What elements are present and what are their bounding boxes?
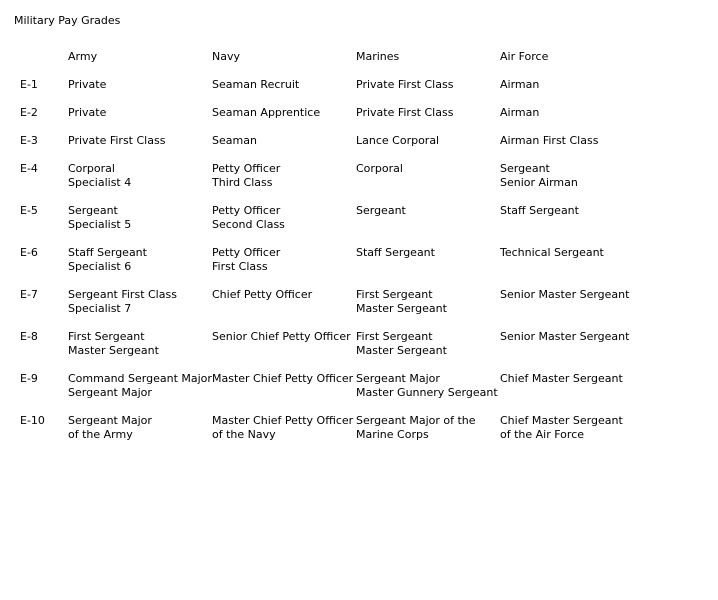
- rank-title-line: of the Navy: [212, 428, 276, 441]
- rank-cell-marines: [356, 288, 500, 330]
- rank-title-line: Chief Master Sergeant: [500, 372, 623, 385]
- rank-title-line: First Sergeant: [68, 330, 145, 343]
- rank-title-line: Chief Petty Officer: [212, 288, 313, 301]
- pay-grades-table: [14, 50, 644, 456]
- rank-title-line: Seaman: [212, 134, 257, 147]
- rank-cell-marines: [356, 204, 500, 246]
- rank-title-line: Command Sergeant Major: [68, 372, 212, 385]
- table-row: [14, 288, 644, 330]
- rank-title-line: Airman First Class: [500, 134, 599, 147]
- rank-title-line: Senior Master Sergeant: [500, 330, 630, 343]
- table-row: [14, 330, 644, 372]
- rank-title-line: Specialist 6: [68, 260, 132, 273]
- rank-cell-navy: [212, 330, 356, 372]
- pay-grade-cell: E-5: [20, 204, 38, 217]
- rank-cell-air-force: [500, 414, 644, 456]
- rank-cell-navy: [212, 162, 356, 204]
- table-row: [14, 162, 644, 204]
- rank-title-line: Sergeant First Class: [68, 288, 177, 301]
- rank-cell-air-force: [500, 288, 644, 330]
- column-header-grade: [14, 50, 68, 78]
- rank-cell-air-force: [500, 204, 644, 246]
- rank-title-line: Private First Class: [356, 78, 454, 91]
- rank-cell-army: [68, 78, 212, 106]
- rank-cell-navy: [212, 78, 356, 106]
- table-row: [14, 134, 644, 162]
- rank-title-line: Private: [68, 106, 107, 119]
- rank-title-line: Petty Officer: [212, 204, 281, 217]
- rank-title-line: Lance Corporal: [356, 134, 440, 147]
- rank-cell-air-force: [500, 372, 644, 414]
- rank-title-line: Corporal: [68, 162, 115, 175]
- rank-title-line: Second Class: [212, 218, 285, 231]
- rank-cell-army: [68, 288, 212, 330]
- rank-title-line: Seaman Apprentice: [212, 106, 321, 119]
- rank-cell-army: [68, 106, 212, 134]
- pay-grade-cell: E-8: [20, 330, 38, 343]
- rank-title-line: Technical Sergeant: [500, 246, 604, 259]
- rank-cell-army: [68, 414, 212, 456]
- header-row: [14, 50, 644, 78]
- rank-title-line: Master Chief Petty Officer: [212, 414, 354, 427]
- rank-title-line: Airman: [500, 78, 540, 91]
- rank-cell-air-force: [500, 134, 644, 162]
- pay-grade-cell: E-3: [20, 134, 38, 147]
- rank-title-line: Sergeant Major of the: [356, 414, 476, 427]
- rank-cell-navy: [212, 246, 356, 288]
- rank-cell-army: [68, 204, 212, 246]
- rank-title-line: Specialist 7: [68, 302, 132, 315]
- rank-title-line: Senior Master Sergeant: [500, 288, 630, 301]
- rank-title-line: Sergeant Major: [356, 372, 440, 385]
- rank-cell-army: [68, 330, 212, 372]
- rank-title-line: Petty Officer: [212, 162, 281, 175]
- rank-title-line: Corporal: [356, 162, 403, 175]
- pay-grade-cell: E-6: [20, 246, 38, 259]
- rank-title-line: Master Sergeant: [68, 344, 159, 357]
- rank-cell-marines: [356, 134, 500, 162]
- table-body: [14, 78, 644, 456]
- rank-title-line: of the Army: [68, 428, 133, 441]
- rank-title-line: Master Sergeant: [356, 302, 447, 315]
- rank-cell-army: [68, 372, 212, 414]
- pay-grade-cell: E-10: [20, 414, 45, 427]
- rank-title-line: First Sergeant: [356, 288, 433, 301]
- rank-cell-air-force: [500, 330, 644, 372]
- rank-title-line: Marine Corps: [356, 428, 429, 441]
- table-row: [14, 78, 644, 106]
- rank-cell-air-force: [500, 246, 644, 288]
- rank-cell-navy: [212, 372, 356, 414]
- rank-cell-army: [68, 246, 212, 288]
- rank-cell-marines: [356, 162, 500, 204]
- rank-title-line: Sergeant Major: [68, 414, 152, 427]
- rank-title-line: Staff Sergeant: [500, 204, 579, 217]
- rank-cell-marines: [356, 246, 500, 288]
- rank-cell-marines: [356, 414, 500, 456]
- rank-title-line: Specialist 4: [68, 176, 132, 189]
- column-header-navy: Navy: [212, 50, 240, 63]
- rank-title-line: Senior Airman: [500, 176, 578, 189]
- rank-cell-army: [68, 134, 212, 162]
- rank-cell-navy: [212, 204, 356, 246]
- rank-title-line: Sergeant Major: [68, 386, 152, 399]
- rank-title-line: Private: [68, 78, 107, 91]
- rank-title-line: of the Air Force: [500, 428, 585, 441]
- rank-cell-marines: [356, 78, 500, 106]
- rank-title-line: Specialist 5: [68, 218, 132, 231]
- rank-cell-air-force: [500, 106, 644, 134]
- rank-title-line: Master Gunnery Sergeant: [356, 386, 498, 399]
- pay-grade-cell: E-9: [20, 372, 38, 385]
- rank-title-line: Chief Master Sergeant: [500, 414, 623, 427]
- column-header-marines: Marines: [356, 50, 400, 63]
- column-header-air-force: Air Force: [500, 50, 549, 63]
- page-title: Military Pay Grades: [14, 14, 121, 27]
- rank-title-line: Sergeant: [500, 162, 550, 175]
- rank-cell-navy: [212, 414, 356, 456]
- rank-cell-air-force: [500, 78, 644, 106]
- rank-title-line: First Class: [212, 260, 268, 273]
- pay-grade-cell: E-2: [20, 106, 38, 119]
- rank-title-line: Sergeant: [356, 204, 406, 217]
- rank-cell-navy: [212, 106, 356, 134]
- column-header-army: Army: [68, 50, 98, 63]
- table-row: [14, 372, 644, 414]
- rank-title-line: First Sergeant: [356, 330, 433, 343]
- rank-title-line: Seaman Recruit: [212, 78, 300, 91]
- rank-title-line: Petty Officer: [212, 246, 281, 259]
- table-row: [14, 204, 644, 246]
- rank-title-line: Third Class: [212, 176, 273, 189]
- rank-cell-marines: [356, 330, 500, 372]
- rank-title-line: Staff Sergeant: [356, 246, 435, 259]
- rank-title-line: Staff Sergeant: [68, 246, 147, 259]
- rank-cell-navy: [212, 134, 356, 162]
- rank-cell-navy: [212, 288, 356, 330]
- table-row: [14, 246, 644, 288]
- rank-title-line: Master Chief Petty Officer: [212, 372, 354, 385]
- rank-cell-army: [68, 162, 212, 204]
- rank-cell-marines: [356, 106, 500, 134]
- rank-title-line: Private First Class: [356, 106, 454, 119]
- pay-grade-cell: E-1: [20, 78, 38, 91]
- rank-title-line: Master Sergeant: [356, 344, 447, 357]
- rank-cell-marines: [356, 372, 500, 414]
- rank-cell-air-force: [500, 162, 644, 204]
- table-row: [14, 414, 644, 456]
- table-row: [14, 106, 644, 134]
- pay-grade-cell: E-7: [20, 288, 38, 301]
- rank-title-line: Sergeant: [68, 204, 118, 217]
- rank-title-line: Airman: [500, 106, 540, 119]
- rank-title-line: Senior Chief Petty Officer: [212, 330, 351, 343]
- pay-grade-cell: E-4: [20, 162, 38, 175]
- rank-title-line: Private First Class: [68, 134, 166, 147]
